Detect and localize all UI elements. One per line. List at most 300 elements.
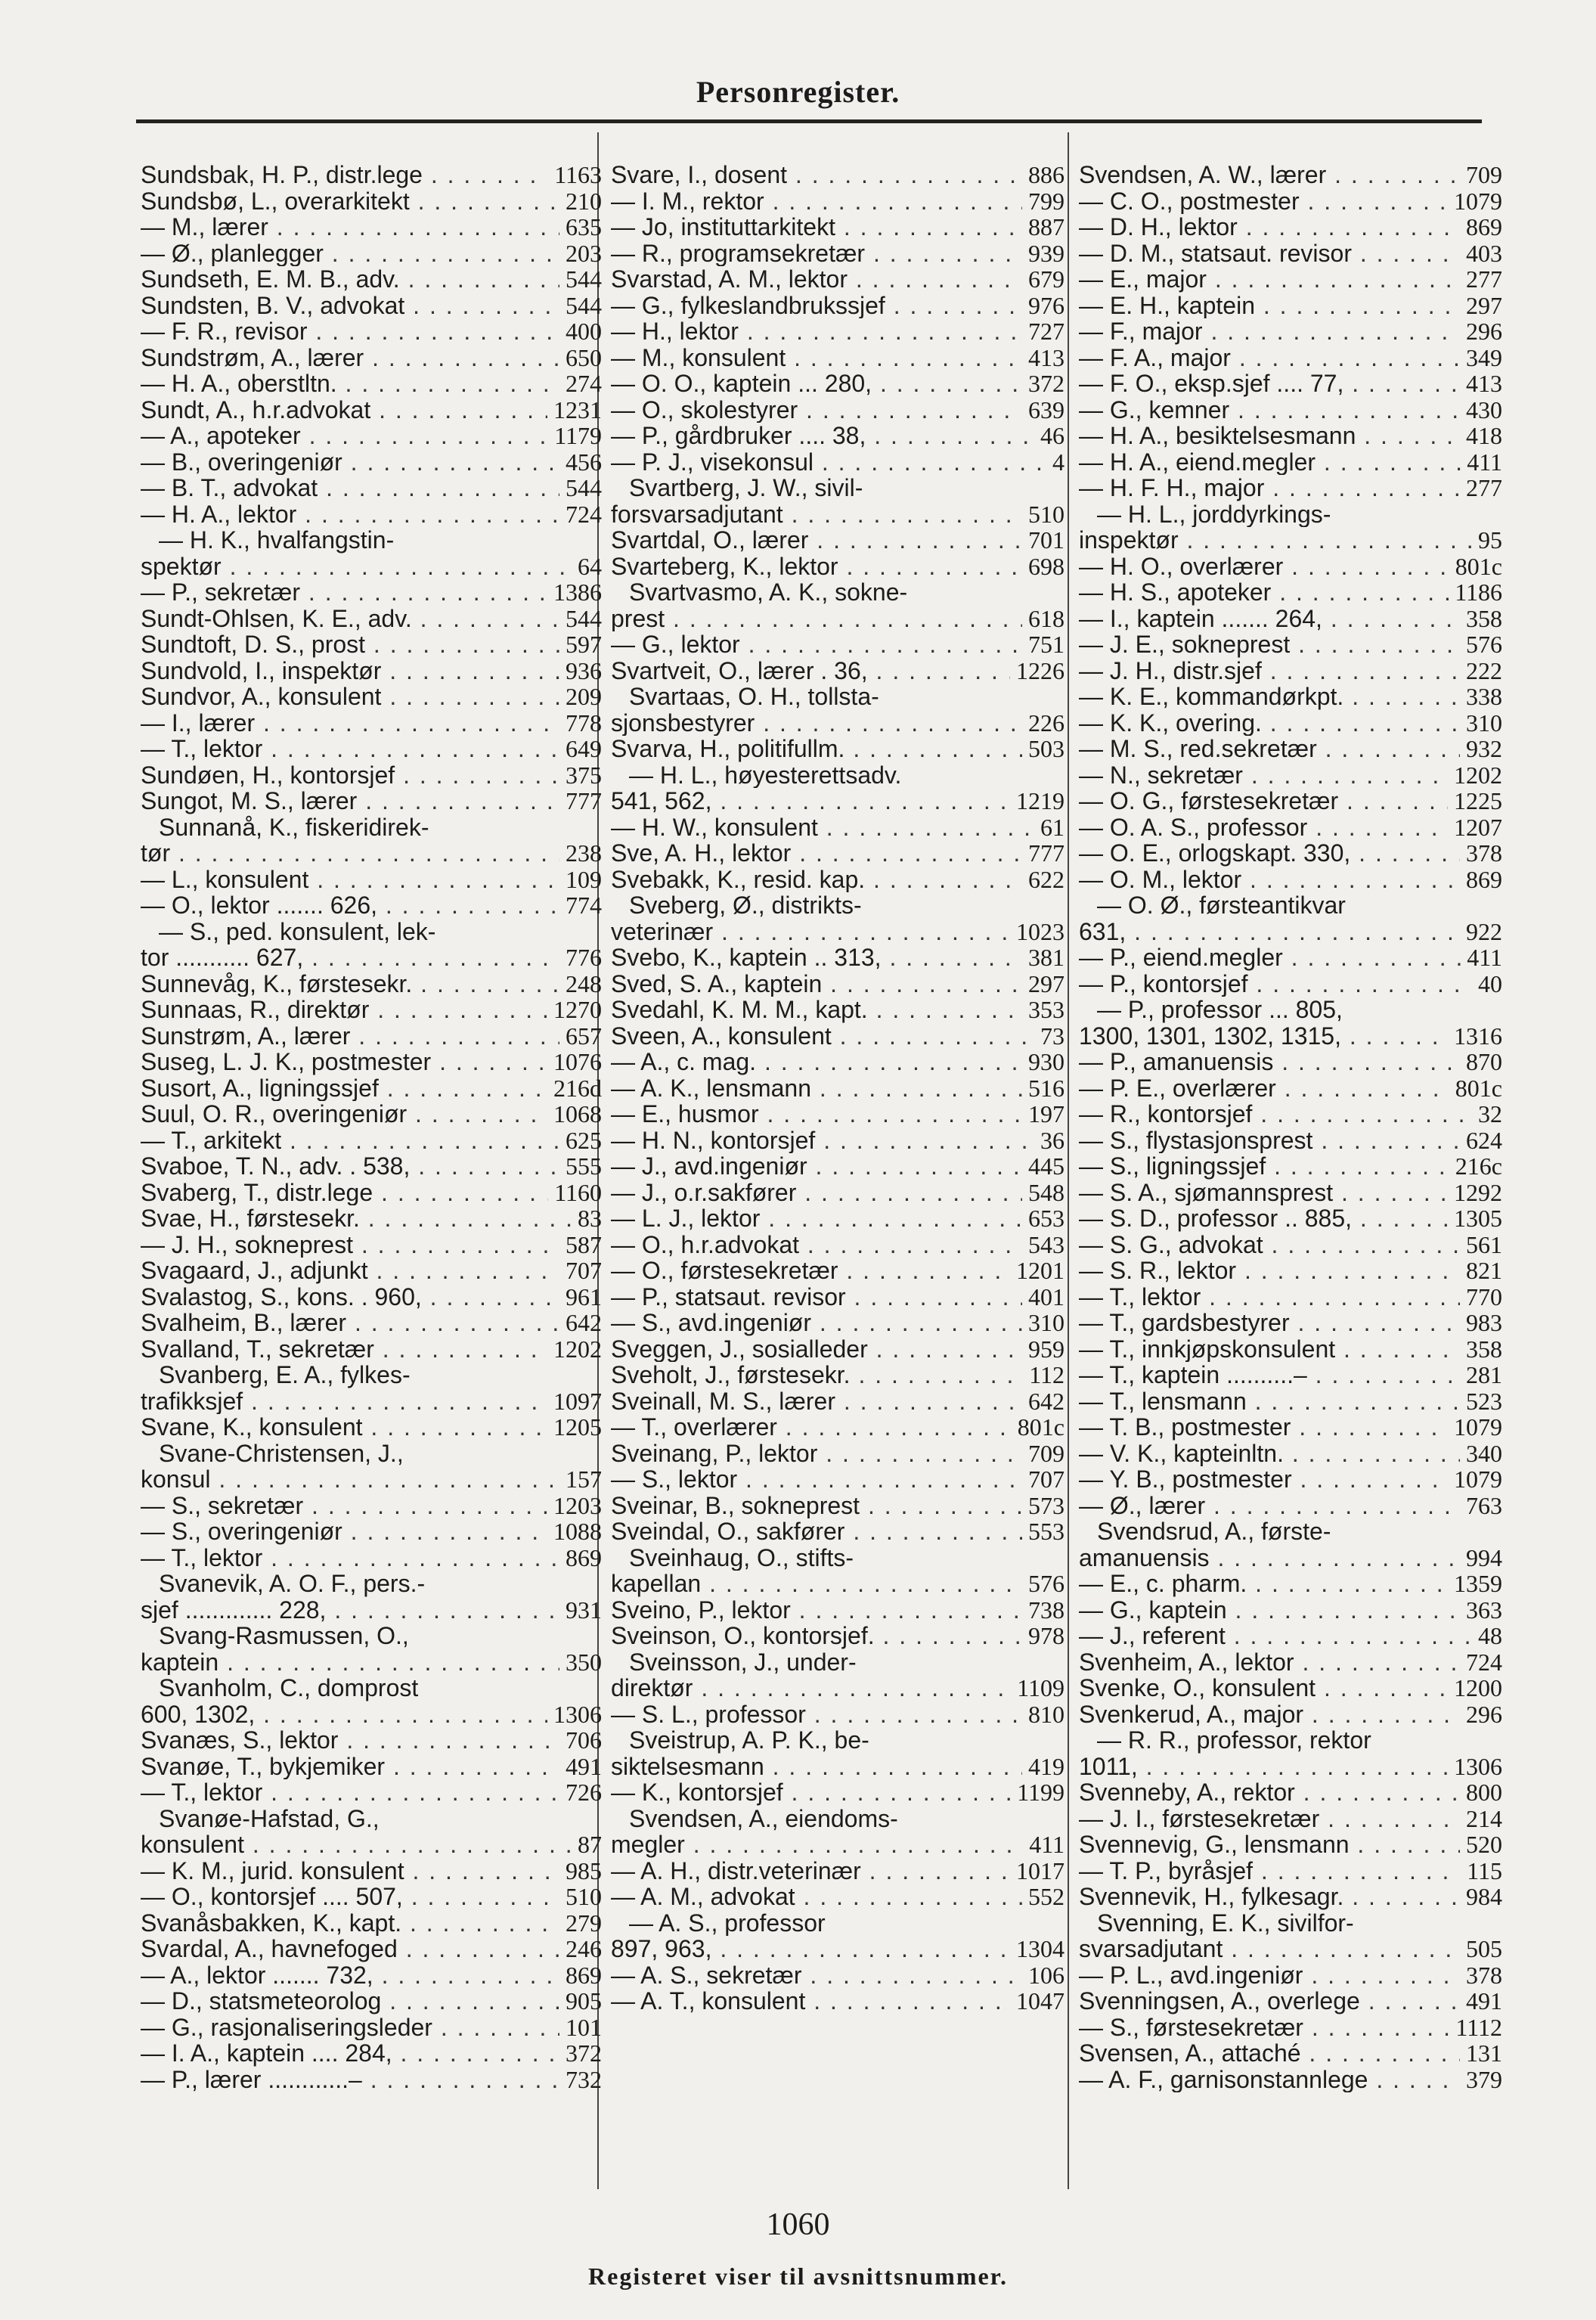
entry-name: — S. D., professor .. 885, . . .	[1079, 1205, 1448, 1232]
entry-name: — A., c. mag. . . .	[611, 1049, 1022, 1075]
register-entry	[611, 1936, 1065, 1962]
entry-name: Sungot, M. S., lærer . . .	[141, 788, 559, 814]
entry-name: — J., referent . . .	[1079, 1623, 1472, 1649]
register-entry	[1079, 1127, 1502, 1154]
entry-section-number: 1163	[554, 161, 602, 188]
entry-name: — K. E., kommandørkpt. . . .	[1079, 684, 1460, 710]
entry-section-number: 777	[566, 787, 602, 814]
entry-name: Svagaard, J., adjunkt . . .	[141, 1258, 559, 1284]
register-entry	[1079, 554, 1502, 580]
entry-section-number: 1359	[1454, 1570, 1502, 1597]
entry-section-number: 1199	[1017, 1779, 1065, 1806]
entry-name: siktelsesmann . . .	[611, 1754, 1022, 1780]
entry-section-number: 800	[1466, 1779, 1502, 1806]
register-entry	[1079, 1388, 1502, 1415]
entry-name: Sundtoft, D. S., prost . . .	[141, 631, 559, 658]
register-entry	[141, 1180, 602, 1206]
entry-name: — E., major . . .	[1079, 266, 1460, 293]
entry-name: svarsadjutant . . .	[1079, 1936, 1460, 1962]
entry-section-number: 109	[566, 865, 602, 893]
register-entry	[611, 1649, 1065, 1676]
entry-name: — E. H., kaptein . . .	[1079, 293, 1460, 319]
entry-section-number: 622	[1028, 865, 1065, 893]
entry-name: — I., kaptein ....... 264, . . .	[1079, 606, 1460, 632]
register-entry	[1079, 1466, 1502, 1493]
entry-section-number: 210	[566, 187, 602, 215]
entry-name: — O. M., lektor . . .	[1079, 867, 1460, 893]
register-entry	[141, 240, 602, 267]
register-entry	[1079, 293, 1502, 319]
register-entry	[1079, 1232, 1502, 1258]
register-entry	[611, 1884, 1065, 1910]
register-entry	[141, 1754, 602, 1780]
register-entry	[141, 2014, 602, 2041]
entry-name: Svenningsen, A., overlege . . .	[1079, 1988, 1460, 2014]
register-entry	[1079, 840, 1502, 867]
register-entry	[611, 997, 1065, 1023]
entry-section-number: 587	[566, 1230, 602, 1258]
entry-section-number: 724	[566, 500, 602, 528]
entry-section-number: 707	[566, 1257, 602, 1284]
entry-section-number: 372	[566, 2039, 602, 2067]
entry-section-number: 61	[1040, 813, 1065, 841]
register-entry	[611, 162, 1065, 188]
register-entry	[611, 1779, 1065, 1806]
entry-section-number: 724	[1466, 1648, 1502, 1676]
register-entry	[611, 1806, 1065, 1832]
register-entry	[1079, 631, 1502, 658]
entry-section-number: 112	[1029, 1361, 1065, 1388]
entry-name: — D. M., statsaut. revisor . . .	[1079, 240, 1460, 267]
entry-section-number: 869	[566, 1961, 602, 1989]
register-entry	[1079, 371, 1502, 397]
entry-name: spektør . . .	[141, 554, 572, 580]
entry-name: Sundseth, E. M. B., adv. . . .	[141, 266, 559, 293]
entry-name: Svendsrud, A., første-	[1097, 1518, 1331, 1545]
entry-name: Svalastog, S., kons. . 960, . . .	[141, 1284, 559, 1310]
entry-section-number: 701	[1028, 526, 1065, 554]
entry-name: — J. I., førstesekretær . . .	[1079, 1806, 1460, 1832]
entry-section-number: 961	[566, 1283, 602, 1310]
entry-name: — J. H., sokneprest . . .	[141, 1232, 559, 1258]
entry-name: — M. S., red.sekretær . . .	[1079, 736, 1460, 762]
register-entry	[611, 1362, 1065, 1388]
register-entry	[1079, 1962, 1502, 1989]
entry-section-number: 544	[566, 265, 602, 293]
entry-name: Svartveit, O., lærer . 36, . . .	[611, 658, 1010, 684]
register-entry	[611, 814, 1065, 841]
entry-section-number: 456	[566, 448, 602, 476]
entry-name: Svedahl, K. M. M., kapt. . . .	[611, 997, 1022, 1023]
register-entry	[611, 501, 1065, 528]
register-entry	[611, 892, 1065, 919]
entry-section-number: 1023	[1016, 917, 1065, 945]
entry-name: Svendsen, A. W., lærer . . .	[1079, 162, 1460, 188]
register-entry	[141, 1127, 602, 1154]
entry-section-number: 491	[566, 1752, 602, 1780]
entry-name: — J. E., sokneprest . . .	[1079, 631, 1460, 658]
register-entry	[611, 1754, 1065, 1780]
register-entry	[1079, 1701, 1502, 1728]
register-entry	[611, 1258, 1065, 1284]
entry-name: — T., kaptein ..........– . . .	[1079, 1362, 1460, 1388]
register-entry	[611, 1727, 1065, 1754]
register-entry	[141, 1258, 602, 1284]
entry-name: — H. L., jorddyrkings-	[1097, 501, 1331, 527]
register-entry	[141, 501, 602, 528]
register-entry	[611, 606, 1065, 632]
entry-name: Svaberg, T., distr.lege . . .	[141, 1180, 548, 1206]
entry-name: — S. A., sjømannsprest . . .	[1079, 1180, 1448, 1206]
entry-name: — J. H., distr.sjef . . .	[1079, 658, 1460, 684]
entry-name: — S. G., advokat . . .	[1079, 1232, 1460, 1258]
register-entry	[611, 1232, 1065, 1258]
register-entry	[141, 1101, 602, 1127]
entry-section-number: 959	[1028, 1335, 1065, 1363]
entry-name: — A. K., lensmann . . .	[611, 1075, 1022, 1102]
register-entry	[611, 1205, 1065, 1232]
entry-section-number: 639	[1028, 395, 1065, 423]
entry-section-number: 401	[1028, 1283, 1065, 1310]
entry-section-number: 523	[1466, 1387, 1502, 1415]
register-entry	[611, 1127, 1065, 1154]
entry-section-number: 419	[1028, 1752, 1065, 1780]
entry-section-number: 679	[1028, 265, 1065, 293]
entry-section-number: 922	[1466, 917, 1502, 945]
entry-name: — S., avd.ingeniør . . .	[611, 1310, 1022, 1336]
register-entry	[1079, 162, 1502, 188]
entry-name: Suseg, L. J. K., postmester . . .	[141, 1049, 547, 1075]
entry-section-number: 226	[1028, 709, 1065, 737]
register-entry	[141, 1336, 602, 1363]
entry-section-number: 353	[1028, 996, 1065, 1023]
entry-name: — A. H., distr.veterinær . . .	[611, 1858, 1010, 1884]
entry-section-number: 375	[566, 761, 602, 789]
entry-name: — H. O., overlærer . . .	[1079, 554, 1449, 580]
entry-section-number: 543	[1028, 1230, 1065, 1258]
register-entry	[141, 1388, 602, 1415]
entry-name: — T., innkjøpskonsulent . . .	[1079, 1336, 1460, 1363]
entry-section-number: 340	[1466, 1439, 1502, 1467]
register-entry	[1079, 501, 1502, 528]
register-entry	[611, 1284, 1065, 1310]
entry-name: direktør . . .	[611, 1675, 1011, 1701]
register-entry	[141, 1701, 602, 1728]
entry-section-number: 706	[566, 1726, 602, 1754]
entry-section-number: 1207	[1454, 813, 1502, 841]
entry-name: — D., statsmeteorolog . . .	[141, 1988, 559, 2014]
entry-name: — H. A., oberstltn. . . .	[141, 371, 559, 397]
register-entry	[141, 1727, 602, 1754]
entry-name: trafikksjef . . .	[141, 1388, 547, 1415]
register-entry	[611, 475, 1065, 501]
entry-section-number: 625	[566, 1126, 602, 1154]
entry-name: — S., ped. konsulent, lek-	[159, 918, 436, 944]
register-entry	[1079, 1493, 1502, 1519]
column-divider	[1068, 132, 1069, 2189]
entry-name: Svanæs, S., lektor . . .	[141, 1727, 559, 1754]
entry-name: Svaboe, T. N., adv. . 538, . . .	[141, 1153, 559, 1180]
register-entry	[141, 684, 602, 710]
entry-name: kapellan . . .	[611, 1571, 1022, 1597]
entry-section-number: 1219	[1016, 787, 1065, 814]
entry-name: Svartvasmo, A. K., sokne-	[629, 579, 908, 606]
register-entry	[611, 1701, 1065, 1728]
entry-name: — Jo, instituttarkitekt . . .	[611, 214, 1022, 240]
register-entry	[1079, 1153, 1502, 1180]
register-entry	[1079, 1075, 1502, 1102]
entry-section-number: 131	[1466, 2039, 1502, 2067]
register-entry	[141, 2040, 602, 2067]
entry-name: Sved, S. A., kaptein . . .	[611, 971, 1022, 997]
entry-section-number: 1386	[553, 578, 602, 606]
entry-section-number: 801c	[1455, 1074, 1502, 1102]
entry-section-number: 214	[1466, 1804, 1502, 1832]
register-entry	[611, 1336, 1065, 1363]
entry-name: Sveinsson, J., under-	[629, 1649, 857, 1675]
entry-section-number: 544	[566, 291, 602, 319]
register-entry	[141, 788, 602, 814]
entry-name: — O. G., førstesekretær . . .	[1079, 788, 1448, 814]
entry-section-number: 510	[1028, 500, 1065, 528]
entry-section-number: 561	[1466, 1230, 1502, 1258]
register-entry	[611, 788, 1065, 814]
entry-section-number: 381	[1028, 944, 1065, 971]
register-entry	[611, 397, 1065, 423]
entry-name: — P., kontorsjef . . .	[1079, 971, 1472, 997]
register-entry	[1079, 240, 1502, 267]
entry-section-number: 732	[566, 2065, 602, 2093]
entry-name: Sveinall, M. S., lærer . . .	[611, 1388, 1022, 1415]
entry-name: — G., lektor . . .	[611, 631, 1022, 658]
entry-section-number: 413	[1466, 370, 1502, 397]
register-entry	[1079, 1597, 1502, 1624]
entry-name: Svarstad, A. M., lektor . . .	[611, 266, 1022, 293]
entry-name: — Ø., lærer . . .	[1079, 1493, 1460, 1519]
register-entry	[141, 710, 602, 737]
register-entry	[611, 1075, 1065, 1102]
register-entry	[141, 1936, 602, 1962]
entry-section-number: 95	[1478, 526, 1502, 554]
entry-section-number: 905	[566, 1987, 602, 2014]
entry-section-number: 1305	[1454, 1205, 1502, 1232]
entry-section-number: 887	[1028, 213, 1065, 240]
entry-section-number: 1201	[1016, 1257, 1065, 1284]
register-entry	[1079, 1831, 1502, 1858]
entry-section-number: 650	[566, 343, 602, 371]
entry-section-number: 985	[566, 1856, 602, 1884]
entry-section-number: 279	[566, 1909, 602, 1937]
entry-section-number: 379	[1466, 2065, 1502, 2093]
entry-name: konsulent . . .	[141, 1831, 572, 1858]
entry-section-number: 222	[1466, 656, 1502, 684]
register-entry	[141, 1441, 602, 1467]
entry-name: — H. F. H., major . . .	[1079, 475, 1460, 501]
entry-name: — T., lektor . . .	[141, 1779, 559, 1806]
register-entry	[1079, 919, 1502, 945]
entry-name: Svenneby, A., rektor . . .	[1079, 1779, 1460, 1806]
entry-name: — Y. B., postmester . . .	[1079, 1466, 1448, 1493]
entry-section-number: 1017	[1016, 1856, 1065, 1884]
entry-section-number: 372	[1028, 370, 1065, 397]
register-entry	[141, 944, 602, 971]
entry-section-number: 930	[1028, 1048, 1065, 1075]
register-entry	[141, 1362, 602, 1388]
entry-name: — J., o.r.sakfører . . .	[611, 1180, 1022, 1206]
entry-name: — A. T., konsulent . . .	[611, 1988, 1010, 2014]
register-entry	[611, 1049, 1065, 1075]
entry-name: — K. K., overing. . . .	[1079, 710, 1460, 737]
register-entry	[611, 631, 1065, 658]
entry-section-number: 777	[1028, 839, 1065, 867]
entry-section-number: 726	[566, 1779, 602, 1806]
register-entry	[141, 919, 602, 945]
entry-section-number: 418	[1466, 422, 1502, 449]
entry-name: — A., apoteker . . .	[141, 423, 548, 449]
entry-name: — S., førstesekretær . . .	[1079, 2014, 1449, 2041]
entry-name: — H. A., eiend.megler . . .	[1079, 449, 1461, 476]
entry-section-number: 430	[1466, 395, 1502, 423]
register-entry	[141, 293, 602, 319]
entry-name: — F. O., eksp.sjef .... 77, . . .	[1079, 371, 1460, 397]
register-entry	[611, 944, 1065, 971]
register-entry	[611, 1441, 1065, 1467]
register-entry	[1079, 892, 1502, 919]
entry-section-number: 157	[566, 1466, 602, 1493]
register-entry	[141, 475, 602, 501]
register-entry	[611, 240, 1065, 267]
register-entry	[611, 684, 1065, 710]
entry-name: Svenke, O., konsulent . . .	[1079, 1675, 1448, 1701]
entry-section-number: 1186	[1455, 578, 1502, 606]
register-entry	[141, 527, 602, 554]
entry-section-number: 576	[1466, 631, 1502, 658]
entry-name: — O. A. S., professor . . .	[1079, 814, 1448, 841]
register-entry	[1079, 1284, 1502, 1310]
entry-name: — P. E., overlærer . . .	[1079, 1075, 1449, 1102]
entry-section-number: 83	[578, 1205, 602, 1232]
register-entry	[611, 266, 1065, 293]
entry-name: Svanevik, A. O. F., pers.-	[159, 1571, 426, 1597]
page-number: 1060	[766, 2207, 830, 2242]
register-entry	[1079, 527, 1502, 554]
entry-section-number: 1306	[1454, 1752, 1502, 1780]
entry-name: Svebakk, K., resid. kap. . . .	[611, 867, 1022, 893]
entry-name: — P., sekretær . . .	[141, 579, 547, 606]
footer-note: Registeret viser til avsnittsnummer.	[588, 2263, 1008, 2290]
entry-name: — T., arkitekt . . .	[141, 1127, 559, 1154]
entry-section-number: 544	[566, 604, 602, 632]
entry-name: 1011, . . .	[1079, 1754, 1448, 1780]
register-entry	[141, 1232, 602, 1258]
entry-name: 1300, 1301, 1302, 1315, . . .	[1079, 1023, 1448, 1050]
register-entry	[611, 527, 1065, 554]
entry-name: — I., lærer . . .	[141, 710, 559, 737]
entry-section-number: 101	[566, 2013, 602, 2041]
entry-name: — T., overlærer . . .	[611, 1414, 1012, 1441]
entry-name: Sundvold, I., inspektør . . .	[141, 658, 559, 684]
entry-name: Sundt-Ohlsen, K. E., adv. . . .	[141, 606, 559, 632]
entry-section-number: 657	[566, 1022, 602, 1050]
entry-name: Sveholt, J., førstesekr. . . .	[611, 1362, 1023, 1388]
entry-name: Sundvor, A., konsulent . . .	[141, 684, 559, 710]
entry-name: — H. L., høyesterettsadv.	[629, 761, 902, 788]
entry-name: Susort, A., ligningssjef . . .	[141, 1075, 547, 1102]
entry-name: Sunnaas, R., direktør . . .	[141, 997, 547, 1023]
register-entry	[141, 1023, 602, 1050]
entry-section-number: 378	[1466, 1961, 1502, 1989]
register-entry	[611, 1466, 1065, 1493]
entry-section-number: 1203	[553, 1491, 602, 1519]
entry-section-number: 886	[1028, 161, 1065, 188]
register-entry	[141, 397, 602, 423]
entry-name: Sveindal, O., sakfører . . .	[611, 1518, 1022, 1545]
entry-section-number: 778	[566, 709, 602, 737]
entry-section-number: 555	[566, 1152, 602, 1180]
register-entry	[1079, 1310, 1502, 1336]
entry-section-number: 642	[566, 1309, 602, 1336]
entry-name: — H. W., konsulent . . .	[611, 814, 1034, 841]
register-entry	[141, 188, 602, 215]
entry-name: — I. M., rektor . . .	[611, 188, 1022, 215]
entry-section-number: 216c	[1455, 1152, 1502, 1180]
register-entry	[611, 1518, 1065, 1545]
entry-name: kaptein . . .	[141, 1649, 559, 1676]
entry-name: Svare, I., dosent . . .	[611, 162, 1022, 188]
entry-name: Svartberg, J. W., sivil-	[629, 475, 863, 501]
entry-name: Svennevig, G., lensmann . . .	[1079, 1831, 1460, 1858]
register-entry	[1079, 1988, 1502, 2014]
entry-name: amanuensis . . .	[1079, 1545, 1460, 1571]
entry-name: — N., sekretær . . .	[1079, 762, 1448, 789]
entry-name: — T., gardsbestyrer . . .	[1079, 1310, 1460, 1336]
register-entry	[1079, 1441, 1502, 1467]
entry-section-number: 1270	[553, 996, 602, 1023]
register-column-2	[611, 162, 1065, 2014]
entry-section-number: 1306	[553, 1700, 602, 1728]
entry-name: — O., skolestyrer . . .	[611, 397, 1022, 423]
register-entry	[611, 1493, 1065, 1519]
entry-name: 541, 562, . . .	[611, 788, 1010, 814]
entry-section-number: 1088	[553, 1518, 602, 1545]
entry-name: Sveinhaug, O., stifts-	[629, 1544, 854, 1571]
register-entry	[611, 554, 1065, 580]
entry-name: — H. S., apoteker . . .	[1079, 579, 1449, 606]
entry-section-number: 1202	[553, 1335, 602, 1363]
register-entry	[611, 1910, 1065, 1937]
entry-section-number: 1079	[1454, 1466, 1502, 1493]
entry-section-number: 774	[566, 892, 602, 919]
register-entry	[611, 1180, 1065, 1206]
register-entry	[1079, 1675, 1502, 1701]
entry-name: megler . . .	[611, 1831, 1023, 1858]
entry-name: — H. A., besiktelsesmann . . .	[1079, 423, 1460, 449]
entry-section-number: 246	[566, 1935, 602, 1962]
register-entry	[1079, 1518, 1502, 1545]
entry-name: Sveen, A., konsulent . . .	[611, 1023, 1034, 1050]
entry-section-number: 799	[1028, 187, 1065, 215]
entry-section-number: 491	[1466, 1987, 1502, 2014]
register-column-1	[141, 162, 602, 2092]
register-entry	[611, 1545, 1065, 1571]
entry-section-number: 297	[1028, 969, 1065, 997]
entry-name: Svanøe, T., bykjemiker . . .	[141, 1754, 559, 1780]
entry-name: — G., fylkeslandbrukssjef . . .	[611, 293, 1022, 319]
register-entry	[1079, 2014, 1502, 2041]
entry-section-number: 403	[1466, 239, 1502, 267]
entry-name: Suul, O. R., overingeniør . . .	[141, 1101, 547, 1127]
entry-name: — T., lektor . . .	[1079, 1284, 1460, 1310]
